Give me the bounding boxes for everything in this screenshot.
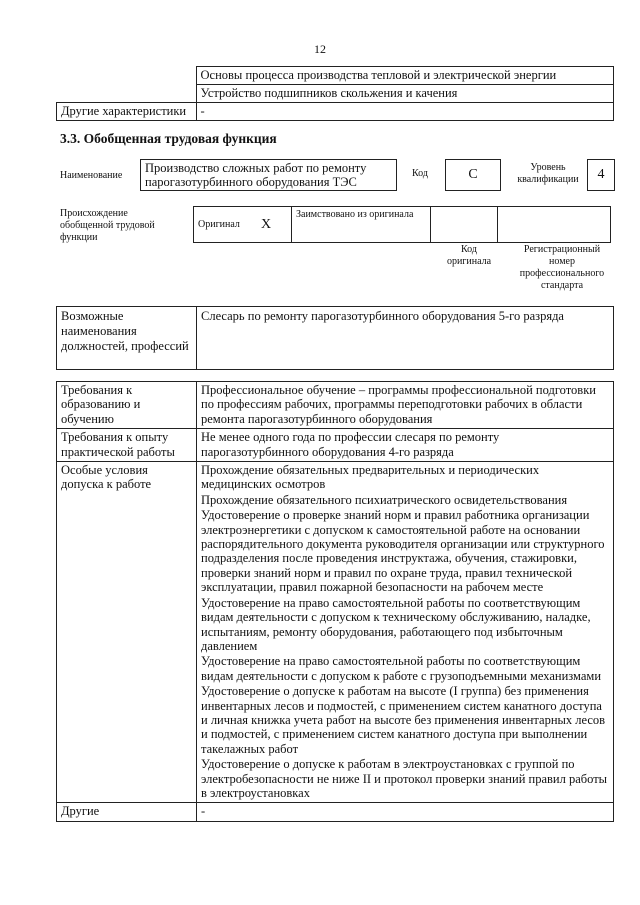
knowledge-table [56, 66, 614, 121]
registration-number-caption: Регистрационный номер профессионального стандарта [519, 244, 605, 291]
table-row [194, 207, 611, 243]
paragraph: Прохождение обязательных предварительных и периодических медицинских осмотров [201, 463, 540, 492]
admission-conditions-value [197, 462, 614, 803]
paragraph: Не менее одного года по профессии слесаря по ремонту парогазотурбинного оборудования 4-го разряда [201, 430, 500, 459]
other-characteristics-value: - [196, 103, 614, 121]
professions-value: Слесарь по ремонту парогазотурбинного оборудования 5-го разряда [197, 307, 614, 370]
function-name-box: Производство сложных работ по ремонту парогазотурбинного оборудования ТЭС [140, 159, 397, 191]
table-row [57, 307, 614, 370]
paragraph: Удостоверение на право самостоятельной работы по соответствующим видам деятельности с допуском к работе с грузоподъемными механизмами [201, 654, 602, 683]
registration-number-cell [498, 207, 611, 243]
paragraph: Удостоверение на право самостоятельной работы по соответствующим видам деятельности с допуском к техническому обслуживанию, наладке, испытаниям, ремонту оборудования, работающего под избыточным давлением [201, 595, 591, 653]
table-row [57, 382, 614, 429]
table-row [57, 67, 614, 85]
other-value [197, 803, 614, 821]
paragraph: Удостоверение о проверке знаний норм и правил работника организации электроэнергетики с допуском к самостоятельной работе на основании распорядительного документа руководителя организации или структурного подразделения после проведения инструктажа, обучения, стажировки, проверки знаний норм и правил по охране труда, правил технической эксплуатации, правил пожарной безопасности на рабочем месте [201, 508, 605, 595]
section-title: 3.3. Обобщенная трудовая функция [60, 131, 277, 146]
education-requirements-label: Требования к образованию и обучению [57, 382, 197, 429]
level-value-box: 4 [587, 159, 615, 191]
paragraph: Профессиональное обучение – программы профессиональной подготовки по профессиям рабочих, программы переподготовки рабочих в области ремонта парогазотурбинного оборудования [201, 383, 596, 426]
code-of-original-caption: Код оригинала [446, 244, 492, 267]
code-label: Код [412, 168, 428, 179]
other-characteristics-label: Другие характеристики [57, 103, 197, 121]
table-cell: Устройство подшипников скольжения и качения [196, 85, 614, 103]
table-row [57, 85, 614, 103]
page-number: 12 [314, 42, 326, 56]
empty-cell [57, 67, 197, 85]
paragraph: - [201, 804, 206, 819]
table-cell: Основы процесса производства тепловой и электрической энергии [196, 67, 614, 85]
paragraph: Удостоверение о допуске к работам в электроустановках с группой по электробезопасности не ниже II и протокол проверки знаний правил работы в электроустановках [201, 757, 608, 800]
table-row [57, 462, 614, 803]
experience-requirements-value [197, 429, 614, 462]
level-label: Уровень квалификации [517, 162, 579, 185]
name-label: Наименование [60, 170, 123, 181]
code-value-box: C [445, 159, 501, 191]
code-of-original-cell [431, 207, 498, 243]
admission-conditions-label: Особые условия допуска к работе [57, 462, 197, 803]
professions-label: Возможные наименования должностей, профессий [57, 307, 197, 370]
original-label: Оригинал [194, 207, 258, 243]
professions-table [56, 306, 614, 370]
table-row [57, 803, 614, 821]
education-requirements-value [197, 382, 614, 429]
original-mark: X [257, 207, 292, 243]
experience-requirements-label: Требования к опыту практической работы [57, 429, 197, 462]
paragraph: Прохождение обязательного психиатрического освидетельствования [201, 492, 568, 507]
borrowed-label: Заимствовано из оригинала [292, 207, 431, 243]
table-row [57, 103, 614, 121]
origin-label: Происхождение обобщенной трудовой функции [60, 208, 155, 243]
paragraph: Удостоверение о допуске к работам на высоте (I группа) без применения инвентарных лесов и подмостей, с применением систем канатного доступа и личная книжка учета работ на высоте без применения инвентарных лесов и подмостей, с применением систем канатного доступа при выполнении такелажных работ [201, 684, 606, 756]
other-label: Другие [57, 803, 197, 821]
empty-cell [57, 85, 197, 103]
table-row [57, 429, 614, 462]
requirements-table [56, 381, 614, 822]
origin-table [193, 206, 611, 243]
